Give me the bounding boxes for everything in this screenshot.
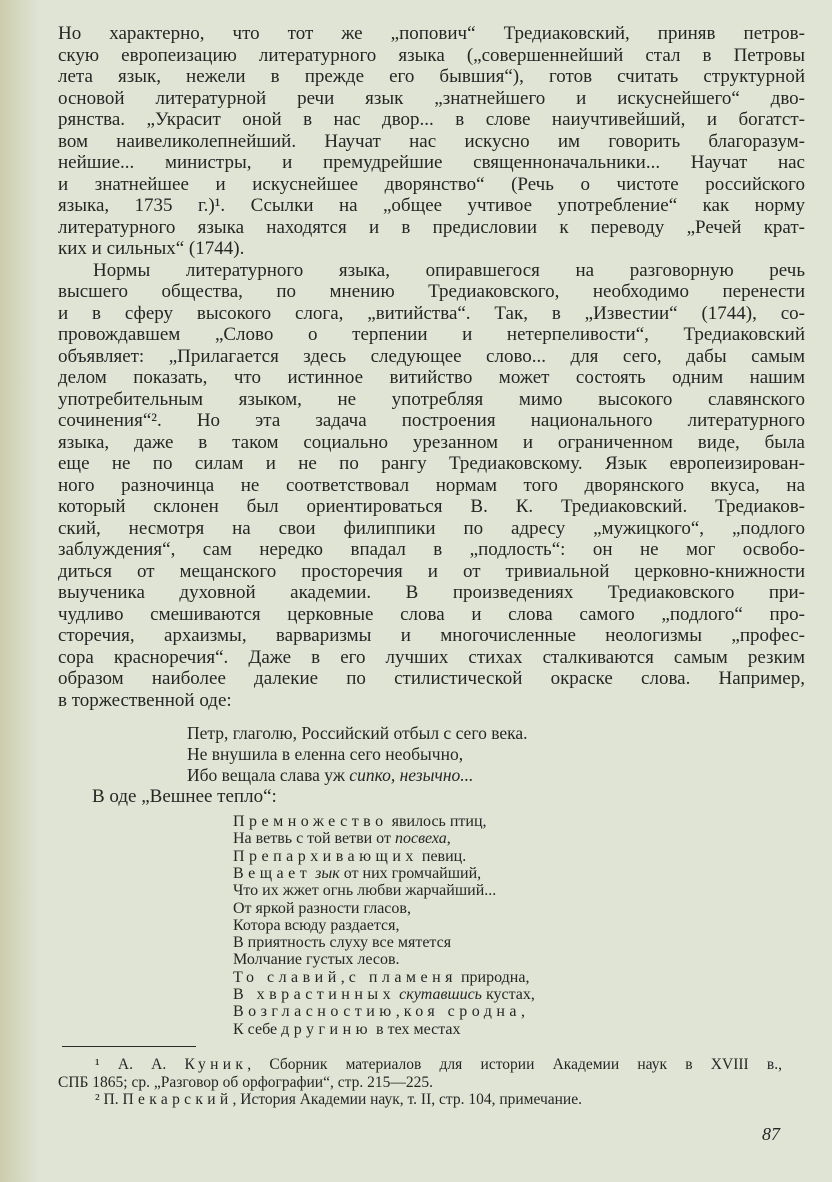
- text-segment: сипко, незычно...: [349, 765, 474, 785]
- text-segment: Ибо вещала слава уж: [187, 765, 350, 785]
- verse-line: [233, 831, 451, 847]
- paragraph-line: заблуждения“, сам нередко впадал в „подлость“: он не мог освобо-: [58, 539, 805, 560]
- text-segment: от них громчайший,: [339, 864, 482, 882]
- paragraph-line: языка, даже в таком социально урезанном и ограниченном виде, была: [58, 431, 805, 453]
- text-segment: В хврастинных: [233, 986, 396, 1003]
- text-segment: От яркой разности гласов,: [233, 899, 411, 917]
- paragraph-line: высшего общества, по мнению Тредиаковского, необходимо перенести: [58, 281, 805, 302]
- verse-line: [187, 746, 463, 764]
- paragraph-line: нейшие... министры, и премудрейшие священноначальники... Научат нас: [58, 152, 805, 173]
- text-segment: Молчание густых лесов.: [233, 951, 400, 969]
- verse-line: [233, 814, 487, 830]
- paragraph-line: и знатнейшее и искуснейшее дворянство“ (Речь о чистоте российского: [58, 173, 805, 195]
- paragraph-line: употребительным языком, не употребляя мимо высокого славянского: [58, 388, 805, 410]
- paragraph-line: ких и сильных“ (1744).: [58, 238, 245, 259]
- verse-line: [187, 725, 528, 743]
- paragraph-line: Нормы литературного языка, опиравшегося на разговорную речь: [93, 259, 805, 281]
- verse-line: [233, 1004, 525, 1020]
- text-segment: Что их жжет огнь любви жарчайший...: [233, 882, 497, 900]
- text-segment: ,: [395, 1003, 404, 1021]
- verse-line: [233, 901, 411, 917]
- text-segment: с пламеня: [348, 968, 457, 986]
- footnote-line: [95, 1057, 782, 1073]
- footnote-separator: [62, 1046, 196, 1047]
- verse-line: [233, 1022, 461, 1038]
- paragraph-line: сочинения“². Но эта задача построения национального литературного: [58, 410, 805, 431]
- text-segment: ,: [521, 1003, 526, 1021]
- text-segment: кустах,: [481, 986, 535, 1003]
- text-segment: То славий: [233, 968, 341, 986]
- verse-intro: В оде „Вешнее тепло“:: [92, 786, 277, 807]
- text-segment: СПБ 1865; ср. „Разговор об орфографии“, стр. 215—225.: [58, 1073, 433, 1091]
- paragraph-line: основой литературной речи язык „знатнейшего и искуснейшего“ дво-: [58, 87, 805, 109]
- paragraph-line: Но характерно, что тот же „попович“ Тредиаковский, приняв петров-: [58, 23, 805, 44]
- verse-line: [233, 935, 451, 951]
- text-segment: скутавшись: [399, 986, 482, 1003]
- paragraph-line: чудливо смешиваются церковные слова и слова самого „подлого“ про-: [58, 603, 805, 625]
- text-segment: Препархивающих: [233, 847, 418, 865]
- text-segment: в тех местах: [372, 1020, 461, 1038]
- paragraph-line: литературного языка находятся и в предисловии к переводу „Речей крат-: [58, 216, 805, 238]
- paragraph-line: рянства. „Украсит оной в нас двор... в слове наиучтивейший, и богатст-: [58, 109, 805, 130]
- text-segment: , История Академии наук, т. II, стр. 104, примечание.: [232, 1091, 582, 1108]
- paragraph-line: лета язык, нежели в прежде его бывшия“), готов считать структурной: [58, 66, 805, 87]
- verse-line: [187, 767, 473, 785]
- footnote-line: [95, 1092, 582, 1108]
- verse-line: [233, 918, 400, 934]
- text-segment: На ветвь с той ветви от: [233, 830, 395, 848]
- verse-line: [233, 883, 496, 899]
- page-number: 87: [762, 1124, 780, 1144]
- text-segment: ,: [340, 968, 349, 986]
- paragraph-line: языка, 1735 г.)¹. Ссылки на „общее учтивое употребление“ как норму: [58, 195, 805, 216]
- text-segment: ,: [446, 830, 451, 848]
- page-edge-shadow: [0, 0, 40, 1182]
- text-segment: ¹ А. А.: [95, 1056, 185, 1073]
- paragraph-line: диться от мещанского просторечия и от тривиальной церковно-книжности: [58, 560, 805, 582]
- text-segment: Пекарский: [122, 1091, 233, 1108]
- paragraph-line: еще не по силам и не по рангу Тредиаковскому. Язык европеизирован-: [58, 453, 805, 474]
- paragraph-line: скую европеизацию литературного языка („совершеннейший стал в Петровы: [58, 44, 805, 66]
- text-segment: природна,: [456, 968, 530, 986]
- paragraph-line: ного разночинца не соответствовал нормам того дворянского вкуса, на: [58, 474, 805, 496]
- text-segment: посвеха: [394, 830, 447, 848]
- verse-line: [233, 849, 466, 865]
- verse-line: [233, 866, 481, 882]
- text-segment: К себе: [233, 1020, 282, 1038]
- footnote-line: [58, 1075, 433, 1091]
- paragraph-line: образом наиболее далекие по стилистической окраске слова. Например,: [58, 668, 805, 689]
- text-segment: Вещает: [233, 864, 312, 882]
- text-segment: певиц.: [417, 847, 467, 865]
- text-segment: коя сродна: [403, 1003, 522, 1021]
- paragraph-line: сторечия, архаизмы, варваризмы и многочисленные неологизмы „профес-: [58, 625, 805, 646]
- paragraph-line: делом показать, что истинное витийство может состоять одним нашим: [58, 367, 805, 388]
- text-segment: явилось птиц,: [387, 813, 487, 830]
- text-segment: Возгласностию: [233, 1003, 396, 1021]
- text-segment: Куник: [184, 1056, 248, 1073]
- paragraph-line: сора красноречия“. Даже в его лучших стихах сталкиваются самым резким: [58, 646, 805, 668]
- text-segment: ² П.: [95, 1091, 123, 1108]
- text-segment: В приятность слуху все мятется: [233, 934, 452, 952]
- verse-line: [233, 952, 400, 968]
- paragraph-line: который склонен был ориентироваться В. К. Тредиаковский. Тредиаков-: [58, 496, 805, 517]
- text-segment: другиню: [281, 1020, 373, 1038]
- paragraph-line: провождавшем „Слово о терпении и нетерпеливости“, Тредиаковский: [58, 324, 805, 345]
- text-segment: Не внушила в еленна сего необычно,: [187, 744, 464, 764]
- paragraph-line: вом наивеликолепнейший. Научат нас искусно им говорить благоразум-: [58, 130, 805, 152]
- verse-line: [233, 987, 535, 1003]
- text-segment: Котора всюду раздается,: [233, 916, 400, 934]
- paragraph-line: выученика духовной академии. В произведениях Тредиаковского при-: [58, 582, 805, 603]
- paragraph-line: и в сферу высокого слога, „витийства“. Так, в „Известии“ (1744), со-: [58, 302, 805, 324]
- text-segment: Петр, глаголю, Российский отбыл с сего века.: [187, 723, 528, 743]
- paragraph-line: ский, несмотря на свои филиппики по адресу „мужицкого“, „подлого: [58, 517, 805, 539]
- text-segment: Премножество: [233, 813, 388, 830]
- paragraph-line: объявляет: „Прилагается здесь следующее слово... для сего, дабы самым: [58, 345, 805, 367]
- verse-line: [233, 970, 529, 986]
- paragraph-line: в торжественной оде:: [58, 689, 232, 711]
- text-segment: , Сборник материалов для истории Академии наук в XVIII в.,: [247, 1056, 782, 1073]
- text-segment: зык: [315, 864, 340, 882]
